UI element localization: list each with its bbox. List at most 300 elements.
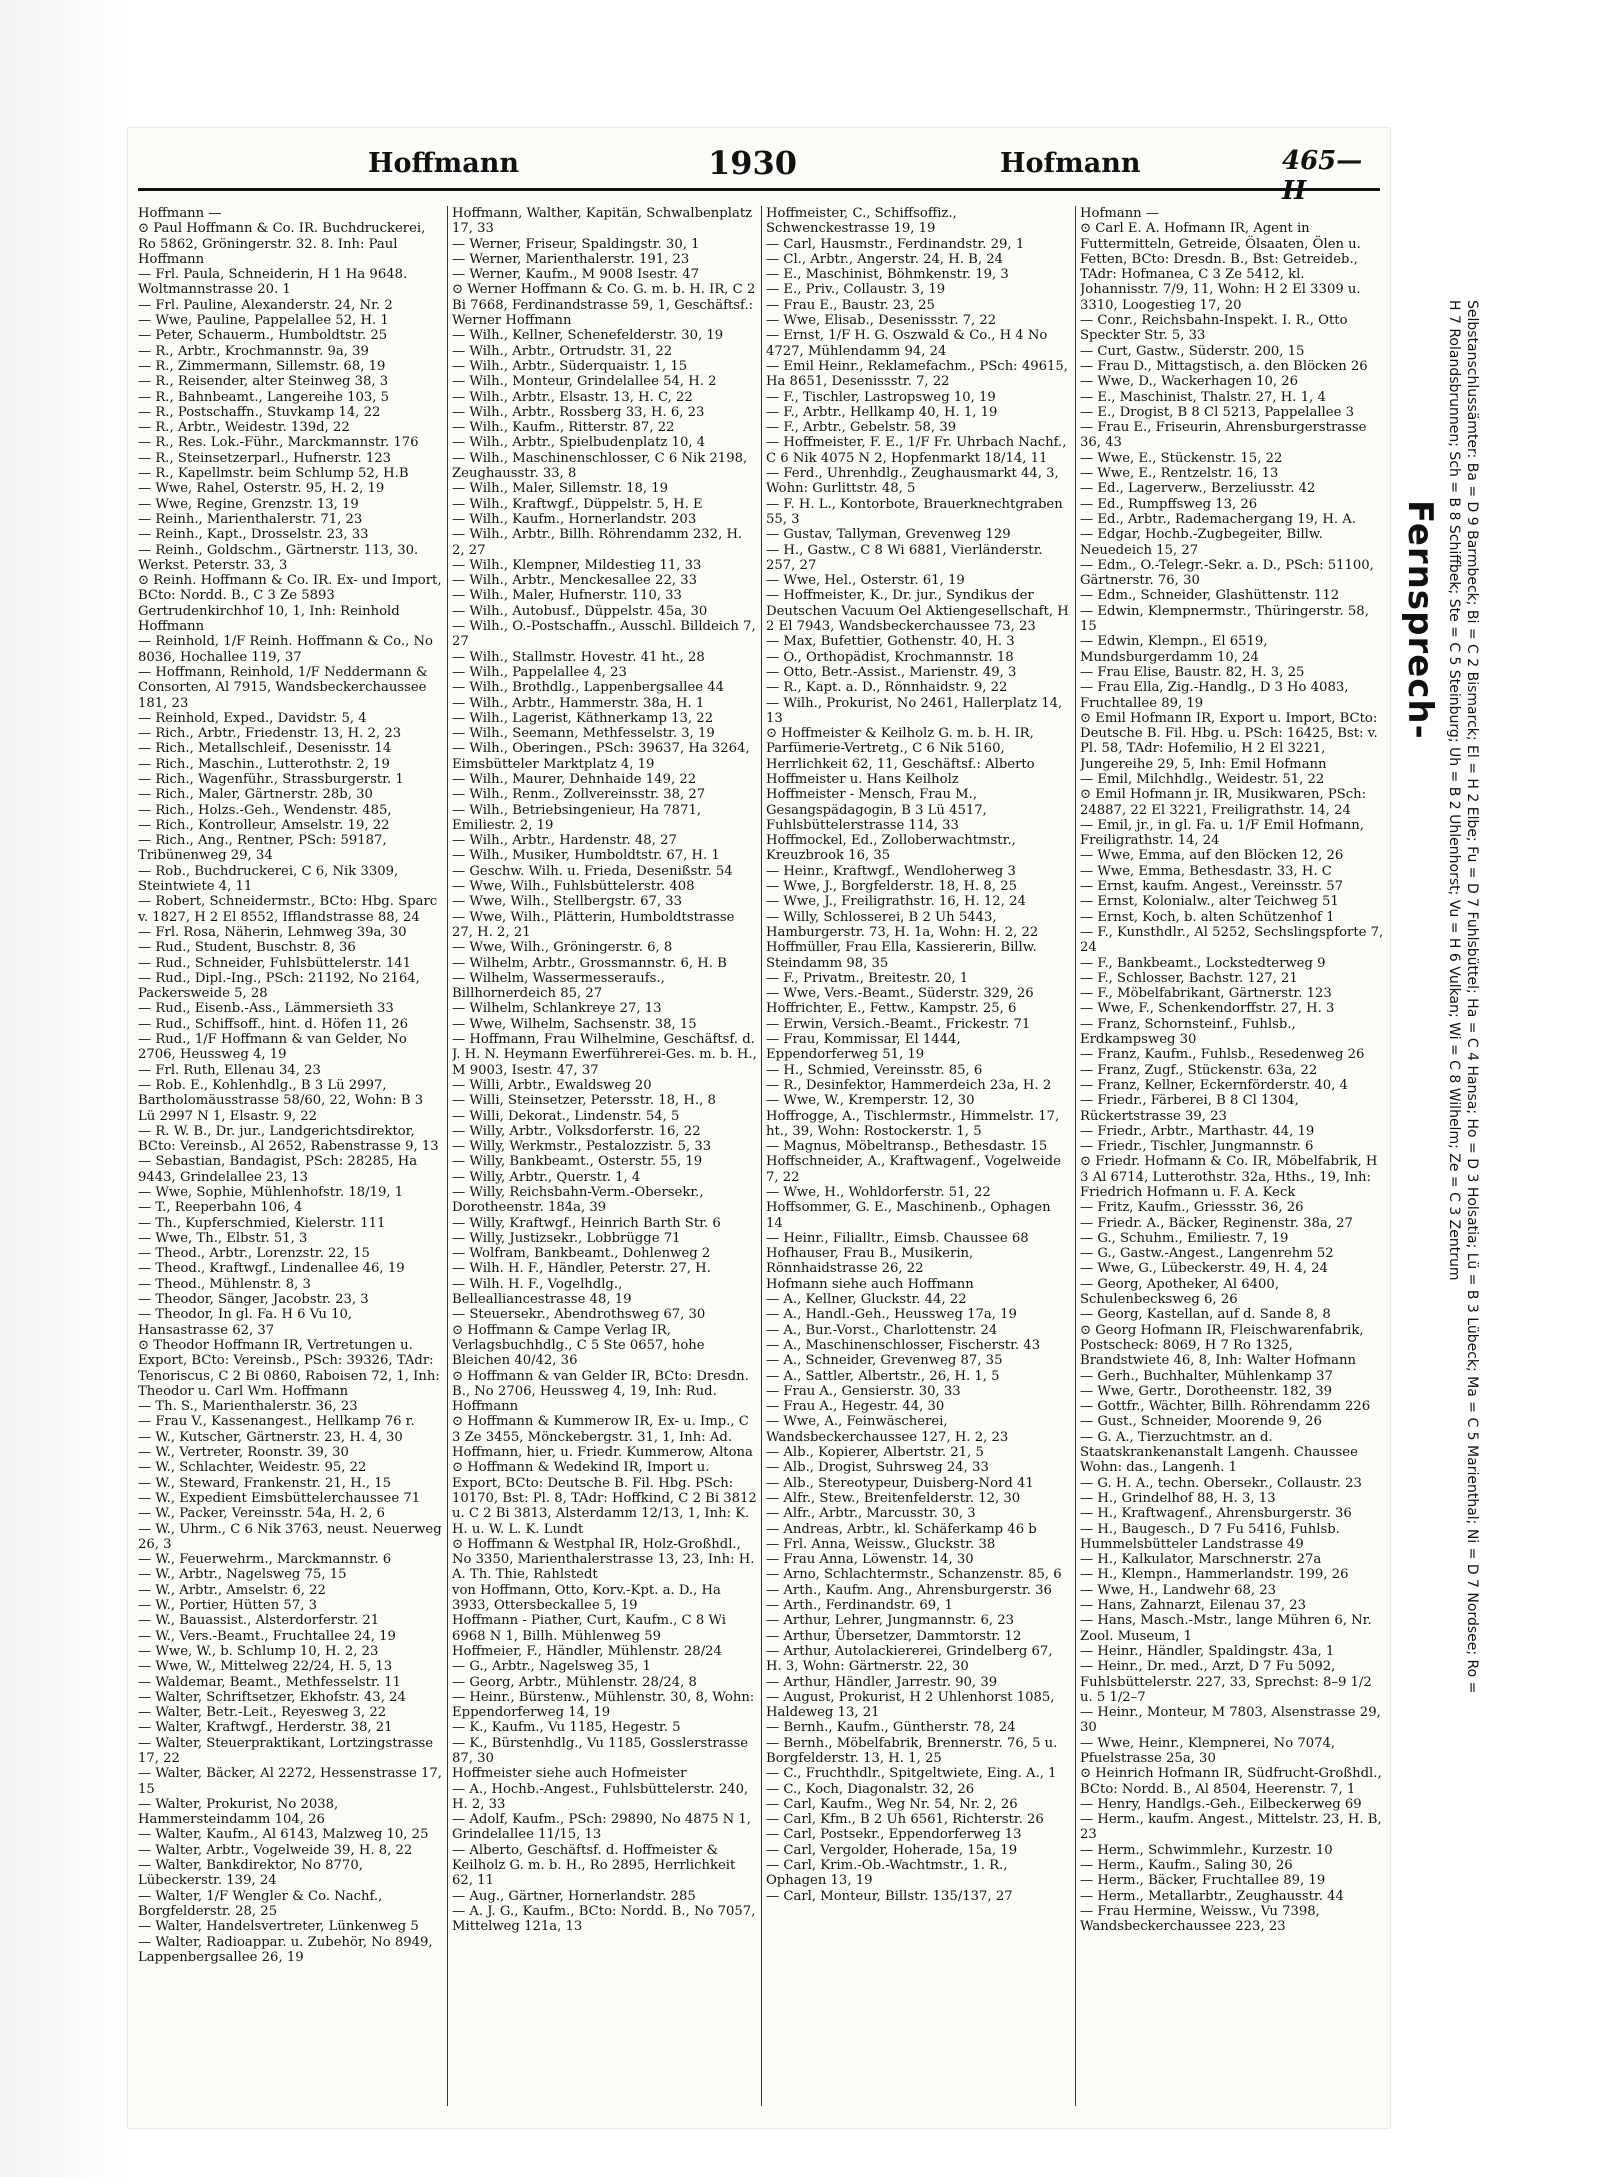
directory-entry: — Wilh., Arbtr., Hammerstr. 38a, H. 1 <box>452 695 705 711</box>
margin-ad-title: Fernsprech- <box>1400 500 1440 740</box>
directory-entry: — Reinh., Marienthalerstr. 71, 23 <box>138 511 363 527</box>
directory-entry: — Wwe, Heinr., Klempnerei, No 7074, Pfuelstrasse 25a, 30 <box>1080 1735 1336 1766</box>
directory-entry: — E., Drogist, B 8 Cl 5213, Pappelallee 3 <box>1080 404 1354 420</box>
directory-entry: — Waldemar, Beamt., Methfesselstr. 11 <box>138 1674 401 1690</box>
directory-entry: — C., Koch, Diagonalstr. 32, 26 <box>766 1781 975 1797</box>
directory-entry: Hoffmüller, Frau Ella, Kassiererin, Billw. Steindamm 98, 35 <box>766 940 1037 971</box>
directory-entry: — A. J. G., Kaufm., BCto: Nordd. B., No 7057, Mittelweg 121a, 13 <box>452 1903 756 1935</box>
directory-entry: — H., Klempn., Hammerlandstr. 199, 26 <box>1080 1567 1349 1583</box>
directory-entry: ⊙ Hoffmann & Kummerow IR, Ex- u. Imp., C 3 Ze 3455, Mönckebergstr. 31, 1, Inh: Ad. Hoffmann, hier, u. Friedr. Kummerow, Altona <box>452 1414 753 1461</box>
directory-entry: — Wilh., Monteur, Grindelallee 54, H. 2 <box>452 374 717 390</box>
directory-entry: — Edwin, Klempn., El 6519, Mundsburgerdamm 10, 24 <box>1080 634 1268 665</box>
directory-entry: — Wilh., Brothdlg., Lappenbergsallee 44 <box>452 680 725 696</box>
directory-entry: — Henry, Handlgs.-Geh., Eilbeckerweg 69 <box>1080 1796 1362 1812</box>
directory-column-4 <box>1080 206 1385 2106</box>
directory-entry: — Otto, Betr.-Assist., Marienstr. 49, 3 <box>766 664 1017 680</box>
directory-entry: — Franz, Zugf., Stückenstr. 63a, 22 <box>1080 1062 1318 1078</box>
directory-entry: — Wolfram, Bankbeamt., Dohlenweg 2 <box>452 1246 711 1262</box>
directory-entry: ⊙ Heinrich Hofmann IR, Südfrucht-Großhdl., BCto: Nordd. B., Al 8504, Heerenstr. 7, 1 <box>1080 1766 1382 1797</box>
directory-entry: — Frau A., Hegestr. 44, 30 <box>766 1399 945 1415</box>
directory-entry: — Ernst, Kolonialw., alter Teichweg 51 <box>1080 894 1339 910</box>
directory-entry: — Ernst, kaufm. Angest., Vereinsstr. 57 <box>1080 879 1344 895</box>
directory-entry: — Werner, Friseur, Spaldingstr. 30, 1 <box>452 236 700 252</box>
directory-entry: — Peter, Schauerm., Humboldtstr. 25 <box>138 328 388 344</box>
directory-entry: — Magnus, Möbeltransp., Bethesdastr. 15 <box>766 1139 1048 1155</box>
directory-entry: — Ed., Arbtr., Rademachergang 19, H. A. <box>1080 511 1356 527</box>
directory-entry: — Wwe, Wilh., Plätterin, Humboldtstrasse 27, H. 2, 21 <box>452 909 735 940</box>
directory-entry: — Gerh., Buchhalter, Mühlenkamp 37 <box>1080 1368 1333 1384</box>
directory-entry: — Ernst, 1/F H. G. Oszwald & Co., H 4 No 4727, Mühlendamm 94, 24 <box>766 328 1048 359</box>
directory-entry: — Willy, Bankbeamt., Osterstr. 55, 19 <box>452 1154 703 1170</box>
directory-entry: — Willi, Arbtr., Ewaldsweg 20 <box>452 1077 652 1093</box>
directory-entry: — Carl, Krim.-Ob.-Wachtmstr., 1. R., Ophagen 13, 19 <box>766 1858 1008 1889</box>
page-number: 465—II <box>1282 146 1363 206</box>
directory-entry: von Hoffmann, Otto, Korv.-Kpt. a. D., Ha 3933, Ottersbeckallee 5, 19 <box>452 1582 721 1614</box>
directory-entry: — Wwe, D., Wackerhagen 10, 26 <box>1080 374 1299 390</box>
directory-entry: Hoffschneider, A., Kraftwagenf., Vogelweide 7, 22 <box>766 1154 1061 1185</box>
directory-entry: ⊙ Paul Hoffmann & Co. IR. Buchdruckerei, Ro 5862, Gröningerstr. 32. 8. Inh: Paul Hoffmann <box>138 221 426 267</box>
directory-entry: — Carl, Postsekr., Eppendorferweg 13 <box>766 1827 1022 1843</box>
directory-entry: — F., Privatm., Breitestr. 20, 1 <box>766 970 969 986</box>
directory-entry: — Reinh., Kapt., Drosselstr. 23, 33 <box>138 527 369 543</box>
directory-entry: — Hoffmann, Frau Wilhelmine, Geschäftsf. d. J. H. N. Heymann Ewerführerei-Ges. m. b. H., M 9003, Isestr. 47, 37 <box>452 1032 757 1078</box>
directory-entry: — Ed., Rumpffsweg 13, 26 <box>1080 496 1258 512</box>
directory-entry: — F., Tischler, Lastropsweg 10, 19 <box>766 389 996 405</box>
header-year: 1930 <box>708 144 798 182</box>
directory-entry: — Willy, Arbtr., Volksdorferstr. 16, 22 <box>452 1123 701 1139</box>
directory-entry: — Curt, Gastw., Süderstr. 200, 15 <box>1080 343 1305 359</box>
directory-entry: — Andreas, Arbtr., kl. Schäferkamp 46 b <box>766 1521 1037 1537</box>
directory-entry: — Gustav, Tallyman, Grevenweg 129 <box>766 527 1011 543</box>
directory-entry: — Rich., Maler, Gärtnerstr. 28b, 30 <box>138 787 373 803</box>
directory-entry: — Alfr., Stew., Breitenfelderstr. 12, 30 <box>766 1490 1021 1506</box>
directory-entry: — R., Kapt. a. D., Rönnhaidstr. 9, 22 <box>766 680 1008 696</box>
directory-entry: — Carl, Kaufm., Weg Nr. 54, Nr. 2, 26 <box>766 1796 1018 1812</box>
directory-entry: — Werner, Kaufm., M 9008 Isestr. 47 <box>452 267 699 283</box>
directory-entry: — Wwe, W., Kremperstr. 12, 30 <box>766 1093 975 1109</box>
directory-entry: — Wwe, E., Stückenstr. 15, 22 <box>1080 450 1283 466</box>
directory-entry: Hoffmeister - Mensch, Frau M., Gesangspädagogin, B 3 Lü 4517, Fuhlsbüttelerstrasse 114, 33 <box>766 787 987 833</box>
directory-entry: — A., Schneider, Grevenweg 87, 35 <box>766 1353 1003 1369</box>
directory-entry: — F., Arbtr., Gebelstr. 58, 39 <box>766 420 957 436</box>
directory-entry: Hoffrogge, A., Tischlermstr., Himmelstr. 17, ht., 39, Wohn: Rostockerstr. 1, 5 <box>766 1108 1060 1139</box>
directory-entry: — Emil Heinr., Reklamefachm., PSch: 49615, Ha 8651, Desenissstr. 7, 22 <box>766 358 1068 390</box>
directory-entry: — Friedr., Färberei, B 8 Cl 1304, Rückertstrasse 39, 23 <box>1080 1093 1299 1124</box>
directory-entry: — Heinr., Händler, Spaldingstr. 43a, 1 <box>1080 1643 1335 1659</box>
directory-entry: — Wilh., Musiker, Humboldtstr. 67, H. 1 <box>452 848 720 864</box>
directory-entry: Hofmann — <box>1080 206 1160 221</box>
directory-entry: — Frl. Paula, Schneiderin, H 1 Ha 9648. Woltmannstrasse 20. 1 <box>138 267 408 298</box>
directory-entry: ⊙ Theodor Hoffmann IR, Vertretungen u. Export, BCto: Vereinsb., PSch: 39326, TAdr: Tenoriscus, C 2 Bi 0860, Raboisen 72, 1, Inh: Theodor u. Carl Wm. Hoffmann <box>138 1337 440 1399</box>
directory-entry: — Heinr., Monteur, M 7803, Alsenstrasse 29, 30 <box>1080 1705 1381 1736</box>
directory-entry: — Arno, Schlachtermstr., Schanzenstr. 85, 6 <box>766 1567 1062 1583</box>
directory-entry: Hoffsommer, G. E., Maschinenb., Ophagen 14 <box>766 1200 1051 1231</box>
directory-entry: Hofmann siehe auch Hoffmann <box>766 1276 974 1292</box>
directory-entry: — H., Baugesch., D 7 Fu 5416, Fuhlsb. Hummelsbütteler Landstrasse 49 <box>1080 1521 1340 1552</box>
directory-entry: — G. A., Tierzuchtmstr. an d. Staatskrankenanstalt Langenh. Chaussee Wohn: das., Langenh. 1 <box>1080 1429 1358 1476</box>
directory-entry: — Edm., O.-Telegr.-Sekr. a. D., PSch: 51100, Gärtnerstr. 76, 30 <box>1080 557 1374 589</box>
directory-entry: — Hans, Zahnarzt, Eilenau 37, 23 <box>1080 1598 1307 1614</box>
directory-entry: — W., Schlachter, Weidestr. 95, 22 <box>138 1460 367 1476</box>
directory-entry: — Arthur, Händler, Jarrestr. 90, 39 <box>766 1674 998 1690</box>
directory-entry: — Wwe, Wilh., Stellbergstr. 67, 33 <box>452 894 683 910</box>
directory-entry: — Wilh., Renm., Zollvereinsstr. 38, 27 <box>452 787 706 803</box>
directory-entry: — Ernst, Koch, b. alten Schützenhof 1 <box>1080 909 1335 925</box>
directory-entry: — Walter, 1/F Wengler & Co. Nachf., Borgfelderstr. 28, 25 <box>138 1888 383 1919</box>
directory-entry: — Rich., Holzs.-Geh., Wendenstr. 485, <box>138 802 392 818</box>
scan-margin <box>0 0 128 2177</box>
directory-entry: — A., Bur.-Vorst., Charlottenstr. 24 <box>766 1322 998 1338</box>
directory-entry: — Wilh., Arbtr., Spielbudenplatz 10, 4 <box>452 435 706 451</box>
directory-entry: — R., Steinsetzerparl., Hufnerstr. 123 <box>138 450 392 466</box>
directory-entry: ⊙ Hoffmann & van Gelder IR, BCto: Dresdn. B., No 2706, Heussweg 4, 19, Inh: Rud. Hoffmann <box>452 1368 749 1415</box>
directory-entry: — Herm., Bäcker, Fruchtallee 89, 19 <box>1080 1873 1326 1889</box>
directory-entry: — August, Prokurist, H 2 Uhlenhorst 1085, Haldeweg 13, 21 <box>766 1689 1055 1721</box>
directory-entry: — Arth., Kaufm. Ang., Ahrensburgerstr. 36 <box>766 1582 1052 1598</box>
directory-column-3 <box>766 206 1071 2106</box>
directory-entry: — Wwe, Elisab., Desenissstr. 7, 22 <box>766 313 997 329</box>
directory-entry: — Wwe, W., Mittelweg 22/24, H. 5, 13 <box>138 1659 393 1675</box>
directory-entry: — Frau V., Kassenangest., Hellkamp 76 r. <box>138 1414 415 1430</box>
directory-entry: — Frau Anna, Löwenstr. 14, 30 <box>766 1552 974 1568</box>
directory-entry: — Carl, Monteur, Billstr. 135/137, 27 <box>766 1888 1013 1904</box>
directory-entry: — Herm., Schwimmlehr., Kurzestr. 10 <box>1080 1842 1333 1858</box>
directory-entry: — Wwe, Pauline, Pappelallee 52, H. 1 <box>138 313 389 329</box>
directory-entry: ⊙ Hoffmann & Campe Verlag IR, Verlagsbuchhdlg., C 5 Ste 0657, hohe Bleichen 40/42, 36 <box>452 1322 705 1369</box>
directory-entry: — R., Desinfektor, Hammerdeich 23a, H. 2 <box>766 1077 1052 1093</box>
directory-entry: — Wilh., Maschinenschlosser, C 6 Nik 2198, Zeughausstr. 33, 8 <box>452 450 748 482</box>
directory-entry: — Rud., Schneider, Fuhlsbüttelerstr. 141 <box>138 955 411 971</box>
directory-entry: — Willi, Dekorat., Lindenstr. 54, 5 <box>452 1108 680 1124</box>
directory-entry: — Edwin, Klempnermstr., Thüringerstr. 58, 15 <box>1080 603 1369 635</box>
directory-entry: — Wwe, G., Lübeckerstr. 49, H. 4, 24 <box>1080 1261 1328 1277</box>
directory-entry: — Herm., Kaufm., Saling 30, 26 <box>1080 1858 1293 1874</box>
directory-entry: — Wwe, Gertr., Dorotheenstr. 182, 39 <box>1080 1383 1333 1399</box>
directory-entry: — Frau D., Mittagstisch, a. den Blöcken 26 <box>1080 358 1368 374</box>
directory-entry: Hoffmeister, C., Schiffsoffiz., Schwenckestrasse 19, 19 <box>766 206 957 237</box>
directory-entry: Hoffmockel, Ed., Zolloberwachtmstr., Kreuzbrook 16, 35 <box>766 833 1016 864</box>
directory-entry: — Theod., Mühlenstr. 8, 3 <box>138 1276 311 1292</box>
directory-entry: — Aug., Gärtner, Hornerlandstr. 285 <box>452 1888 696 1904</box>
directory-entry: — Heinr., Kraftwgf., Wendloherweg 3 <box>766 863 1016 879</box>
directory-entry: — Wwe, Wilh., Fuhlsbüttelerstr. 408 <box>452 879 695 895</box>
directory-entry: — Geschw. Wilh. u. Frieda, Desenißstr. 54 <box>452 863 733 879</box>
directory-entry: — Rud., Schiffsoff., hint. d. Höfen 11, 26 <box>138 1016 408 1032</box>
directory-entry: — Wwe, J., Freiligrathstr. 16, H. 12, 24 <box>766 894 1026 910</box>
directory-entry: — Frl. Pauline, Alexanderstr. 24, Nr. 2 <box>138 297 393 313</box>
directory-entry: — Steuersekr., Abendrothsweg 67, 30 <box>452 1307 706 1323</box>
directory-entry: — Rich., Wagenführ., Strassburgerstr. 1 <box>138 771 404 787</box>
directory-entry: — F. H. L., Kontorbote, Brauerknechtgraben 55, 3 <box>766 496 1063 527</box>
directory-entry: — Wilh., Prokurist, No 2461, Hallerplatz 14, 13 <box>766 695 1063 726</box>
directory-entry: — Wilh., Kaufm., Hornerlandstr. 203 <box>452 511 697 527</box>
column-divider <box>761 206 762 2106</box>
directory-entry: — Wilh., Maurer, Dehnhaide 149, 22 <box>452 771 697 787</box>
directory-entry: — A., Handl.-Geh., Heussweg 17a, 19 <box>766 1307 1017 1323</box>
directory-entry: — Walter, Bäcker, Al 2272, Hessenstrasse 17, 15 <box>138 1766 442 1797</box>
directory-entry: — Friedr., Tischler, Jungmannstr. 6 <box>1080 1139 1314 1155</box>
directory-entry: — H., Schmied, Vereinsstr. 85, 6 <box>766 1062 983 1078</box>
directory-entry: — Franz, Kaufm., Fuhlsb., Resedenweg 26 <box>1080 1047 1365 1063</box>
directory-entry: — W., Feuerwehrm., Marckmannstr. 6 <box>138 1552 392 1568</box>
directory-entry: ⊙ Carl E. A. Hofmann IR, Agent in Futtermitteln, Getreide, Ölsaaten, Ölen u. Fetten, BCto: Dresdn. B., Bst: Getreideb., TAdr: Hofmanea, C 3 Ze 5412, kl. Johannisstr. 7/9, 11, Wohn: H 2 El 3309 u. 3310, Loogestieg 17, 20 <box>1080 221 1361 313</box>
directory-entry: — Th. S., Marienthalerstr. 36, 23 <box>138 1399 358 1415</box>
directory-entry: — Wwe, Sophie, Mühlenhofstr. 18/19, 1 <box>138 1185 404 1200</box>
directory-entry: — H., Grindelhof 88, H. 3, 13 <box>1080 1490 1276 1506</box>
directory-entry: — Wwe, Hel., Osterstr. 61, 19 <box>766 573 965 589</box>
directory-entry: — Wwe, Wilh., Gröningerstr. 6, 8 <box>452 940 673 956</box>
directory-entry: — Willy, Arbtr., Querstr. 1, 4 <box>452 1169 641 1185</box>
directory-entry: — Friedr., Arbtr., Marthastr. 44, 19 <box>1080 1123 1315 1139</box>
directory-entry: — Frau Elise, Baustr. 82, H. 3, 25 <box>1080 664 1305 680</box>
directory-entry: — Walter, Arbtr., Vogelweide 39, H. 8, 22 <box>138 1842 413 1858</box>
directory-entry: — Friedr. A., Bäcker, Reginenstr. 38a, 27 <box>1080 1215 1353 1231</box>
directory-entry: — Wilh., Seemann, Methfesselstr. 3, 19 <box>452 726 715 742</box>
directory-entry: — R., Postschaffn., Stuvkamp 14, 22 <box>138 404 381 420</box>
directory-entry: — Frau Hermine, Weissw., Vu 7398, Wandsbeckerchaussee 223, 23 <box>1080 1903 1320 1935</box>
directory-entry: — Rud., Student, Buschstr. 8, 36 <box>138 940 356 956</box>
directory-entry: — H., Kraftwagenf., Ahrensburgerstr. 36 <box>1080 1506 1352 1522</box>
directory-entry: — Wilh., Maler, Hufnerstr. 110, 33 <box>452 588 682 604</box>
directory-entry: — Sebastian, Bandagist, PSch: 28285, Ha 9443, Grindelallee 23, 13 <box>138 1154 418 1185</box>
directory-entry: — W., Steward, Frankenstr. 21, H., 15 <box>138 1475 392 1491</box>
directory-entry: — Georg, Apotheker, Al 6400, Schulenbecksweg 6, 26 <box>1080 1276 1280 1308</box>
directory-entry: — Wilh., Pappelallee 4, 23 <box>452 664 627 680</box>
directory-entry: — Walter, Bankdirektor, No 8770, Lübeckerstr. 139, 24 <box>138 1858 363 1889</box>
directory-entry: — E., Maschinist, Thalstr. 27, H. 1, 4 <box>1080 389 1326 405</box>
margin-ad-text: Selbstanschlussämter: Ba = D 9 Barmbeck; Bi = C 2 Bismarck; El = H 2 Elbe; Fu = D 7 Fuhlsbüttel; Ha = C 4 Hansa; Ho = D 3 Holsatia; Lü = B 3 Lübeck; Ma = C 5 Marienthal; Ni = D 7 Nordsee; Ro = H 7 Rolandsbrunnen; Sch = B 8 Schiffbek; Ste = C 5 Steinburg; Uh = B 2 Uhlenhorst; Vu = H 6 Vulkan; Wi = C 8 Wilhelm; Ze = C 3 Zentrum <box>1446 300 1480 1694</box>
directory-entry: — Wwe, H., Wohldorferstr. 51, 22 <box>766 1185 991 1200</box>
directory-entry: — Rich., Ang., Rentner, PSch: 59187, Tribünenweg 29, 34 <box>138 833 387 864</box>
directory-entry: — Theod., Kraftwgf., Lindenallee 46, 19 <box>138 1261 405 1277</box>
directory-entry: — Adolf, Kaufm., PSch: 29890, No 4875 N 1, Grindelallee 11/15, 13 <box>452 1812 751 1843</box>
header-left-name: Hoffmann <box>368 148 520 179</box>
directory-entry: — Wilh., Stallmstr. Hovestr. 41 ht., 28 <box>452 649 705 665</box>
directory-entry: — Wwe, A., Feinwäscherei, Wandsbeckerchaussee 127, H. 2, 23 <box>766 1414 1009 1445</box>
directory-entry: — Wwe, Th., Elbstr. 51, 3 <box>138 1230 308 1246</box>
directory-entry: — Wilh., Arbtr., Billh. Röhrendamm 232, H. 2, 27 <box>452 527 743 558</box>
directory-entry: — Rich., Maschin., Lutterothstr. 2, 19 <box>138 756 390 772</box>
directory-entry: — Wilhelm, Schlankreye 27, 13 <box>452 1001 662 1017</box>
directory-entry: — Walter, Prokurist, No 2038, Hammersteindamm 104, 26 <box>138 1796 339 1828</box>
directory-entry: — Wilhelm, Arbtr., Grossmannstr. 6, H. B <box>452 955 727 971</box>
directory-entry: — H., Gastw., C 8 Wi 6881, Vierländerstr. 257, 27 <box>766 542 1043 573</box>
directory-entry: — Carl, Vergolder, Hoherade, 15a, 19 <box>766 1842 1018 1858</box>
directory-entry: ⊙ Hoffmann & Wedekind IR, Import u. Export, BCto: Deutsche B. Fil. Hbg. PSch: 10170, Bst: Pl. 8, TAdr: Hoffkind, C 2 Bi 3812 u. C 2 Bi 3813, Alsterdamm 12/13, 1, Inh: K. H. u. W. L. K. Lundt <box>452 1460 757 1537</box>
directory-entry: — F., Schlosser, Bachstr. 127, 21 <box>1080 970 1298 986</box>
directory-entry: — R., Kapellmstr. beim Schlump 52, H.B <box>138 466 409 482</box>
directory-entry: — Reinh., Goldschm., Gärtnerstr. 113, 30. Werkst. Peterstr. 33, 3 <box>138 542 419 573</box>
directory-entry: Hoffmeier, F., Händler, Mühlenstr. 28/24 <box>452 1643 722 1659</box>
directory-entry: — Frl. Ruth, Ellenau 34, 23 <box>138 1062 321 1078</box>
directory-entry: — Robert, Schneidermstr., BCto: Hbg. Sparc v. 1827, H 2 El 8552, Ifflandstrasse 88, 24 <box>138 894 438 925</box>
directory-entry: — Wwe, Emma, Bethesdastr. 33, H. C <box>1080 863 1332 879</box>
directory-column-1 <box>138 206 443 2106</box>
directory-entry: — W., Vers.-Beamt., Fruchtallee 24, 19 <box>138 1628 396 1644</box>
directory-entry: — Conr., Reichsbahn-Inspekt. I. R., Otto Speckter Str. 5, 33 <box>1080 313 1348 344</box>
directory-entry: — Franz, Schornsteinf., Fuhlsb., Erdkampsweg 30 <box>1080 1016 1296 1048</box>
directory-entry: — Bernh., Kaufm., Güntherstr. 78, 24 <box>766 1720 1016 1736</box>
directory-entry: — Rud., Dipl.-Ing., PSch: 21192, No 2164, Packersweide 5, 28 <box>138 970 420 1002</box>
directory-entry: — Arthur, Übersetzer, Dammtorstr. 12 <box>766 1628 1022 1644</box>
directory-entry: — F., Arbtr., Hellkamp 40, H. 1, 19 <box>766 404 998 420</box>
directory-entry: — Gust., Schneider, Moorende 9, 26 <box>1080 1414 1322 1430</box>
directory-entry: — Alberto, Geschäftsf. d. Hoffmeister & Keilholz G. m. b. H., Ro 2895, Herrlichkeit 62, 11 <box>452 1842 736 1889</box>
directory-entry: — H., Kalkulator, Marschnerstr. 27a <box>1080 1552 1322 1568</box>
directory-entry: — Rich., Arbtr., Friedenstr. 13, H. 2, 23 <box>138 726 402 742</box>
directory-entry: — R., Arbtr., Krochmannstr. 9a, 39 <box>138 343 369 359</box>
directory-entry: — Wilh., Betriebsingenieur, Ha 7871, Emiliestr. 2, 19 <box>452 802 702 833</box>
directory-entry: — Gottfr., Wächter, Billh. Röhrendamm 226 <box>1080 1399 1371 1415</box>
directory-entry: — Walter, Kraftwgf., Herderstr. 38, 21 <box>138 1720 393 1736</box>
directory-entry: — Wilh., Kraftwgf., Düppelstr. 5, H. E <box>452 496 703 512</box>
directory-entry: — Bernh., Möbelfabrik, Brennerstr. 76, 5 u. Borgfelderstr. 13, H. 1, 25 <box>766 1735 1058 1766</box>
directory-entry: — A., Hochb.-Angest., Fuhlsbüttelerstr. 240, H. 2, 33 <box>452 1781 749 1812</box>
directory-entry: — Ferd., Uhrenhdlg., Zeughausmarkt 44, 3, Wohn: Gurlittstr. 48, 5 <box>766 466 1059 497</box>
directory-page <box>128 128 1390 2128</box>
directory-entry: — Max, Bufettier, Gothenstr. 40, H. 3 <box>766 634 1015 650</box>
directory-entry: — E., Priv., Collaustr. 3, 19 <box>766 282 946 298</box>
directory-entry: — Rich., Metallschleif., Desenisstr. 14 <box>138 741 392 757</box>
directory-entry: — R., Res. Lok.-Führ., Marckmannstr. 176 <box>138 435 419 451</box>
directory-entry: — Rich., Kontrolleur, Amselstr. 19, 22 <box>138 817 390 833</box>
directory-entry: — Reinhold, 1/F Reinh. Hoffmann & Co., No 8036, Hochallee 119, 37 <box>138 634 433 665</box>
directory-entry: — A., Sattler, Albertstr., 26, H. 1, 5 <box>766 1368 1000 1384</box>
directory-entry: ⊙ Emil Hofmann jr. IR, Musikwaren, PSch: 24887, 22 El 3221, Freiligrathstr. 14, 24 <box>1080 787 1367 818</box>
directory-entry: — Cl., Arbtr., Angerstr. 24, H. B, 24 <box>766 251 1004 267</box>
directory-entry: — Frau E., Friseurin, Ahrensburgerstrasse 36, 43 <box>1080 420 1367 451</box>
directory-entry: — Emil, jr., in gl. Fa. u. 1/F Emil Hofmann, Freiligrathstr. 14, 24 <box>1080 817 1364 849</box>
directory-entry: — G. H. A., techn. Obersekr., Collaustr. 23 <box>1080 1475 1362 1491</box>
directory-entry: — Wilh. H. F., Vogelhdlg., Bellealliancestrasse 48, 19 <box>452 1276 632 1308</box>
directory-entry: — Frau E., Baustr. 23, 25 <box>766 297 935 313</box>
directory-entry: — Wilh. H. F., Händler, Peterstr. 27, H. <box>452 1261 711 1277</box>
directory-entry: — R. W. B., Dr. jur., Landgerichtsdirektor, BCto: Vereinsb., Al 2652, Rabenstrasse 9, 13 <box>138 1123 439 1155</box>
directory-entry: ⊙ Hoffmann & Westphal IR, Holz-Großhdl., No 3350, Marienthalerstrasse 13, 23, Inh: H. A. Th. Thie, Rahlstedt <box>452 1536 755 1583</box>
directory-entry: — Willy, Schlosserei, B 2 Uh 5443, Hamburgerstr. 73, H. 1a, Wohn: H. 2, 22 <box>766 909 1039 940</box>
directory-entry: — F., Bankbeamt., Lockstedterweg 9 <box>1080 955 1326 971</box>
column-divider <box>1075 206 1076 2106</box>
directory-entry: — Werner, Marienthalerstr. 191, 23 <box>452 251 690 267</box>
directory-entry: — O., Orthopädist, Krochmannstr. 18 <box>766 649 1014 665</box>
directory-entry: — Ed., Lagerverw., Berzeliusstr. 42 <box>1080 481 1316 497</box>
directory-entry: — Theodor, In gl. Fa. H 6 Vu 10, Hansastrasse 62, 37 <box>138 1307 353 1338</box>
directory-entry: — T., Reeperbahn 106, 4 <box>138 1200 303 1216</box>
directory-entry: — Wilh., Lagerist, Käthnerkamp 13, 22 <box>452 710 714 726</box>
directory-entry: Hofhauser, Frau B., Musikerin, Rönnhaidstrasse 26, 22 <box>766 1246 974 1277</box>
directory-entry: ⊙ Reinh. Hoffmann & Co. IR. Ex- und Import, BCto: Nordd. B., C 3 Ze 5893 Gertrudenkirchhof 10, 1, Inh: Reinhold Hoffmann <box>138 573 442 635</box>
directory-entry: — Reinhold, Exped., Davidstr. 5, 4 <box>138 710 367 726</box>
directory-entry: — Wwe, Rahel, Osterstr. 95, H. 2, 19 <box>138 481 385 497</box>
directory-entry: — W., Expedient Eimsbüttelerchaussee 71 <box>138 1490 421 1506</box>
directory-entry: — Edgar, Hochb.-Zugbegeiter, Billw. Neuedeich 15, 27 <box>1080 527 1323 558</box>
directory-entry: — Heinr., Dr. med., Arzt, D 7 Fu 5092, Fuhlsbüttelerstr. 227, 33, Sprechst: 8–9 1/2 u. 5 1/2–7 <box>1080 1659 1372 1705</box>
directory-entry: — A., Kellner, Gluckstr. 44, 22 <box>766 1292 967 1308</box>
directory-entry: — Wwe, Emma, auf den Blöcken 12, 26 <box>1080 848 1344 864</box>
page-header <box>138 142 1380 206</box>
directory-entry: — Hoffmann, Reinhold, 1/F Neddermann & Consorten, Al 7915, Wandsbeckerchaussee 181, 23 <box>138 664 428 711</box>
directory-entry: — Willi, Steinsetzer, Petersstr. 18, H., 8 <box>452 1093 716 1109</box>
column-divider <box>447 206 448 2106</box>
directory-entry: — Wwe, F., Schenkendorffstr. 27, H. 3 <box>1080 1001 1335 1017</box>
directory-entry: — W., Uhrm., C 6 Nik 3763, neust. Neuerweg 26, 3 <box>138 1521 442 1552</box>
directory-entry: ⊙ Friedr. Hofmann & Co. IR, Möbelfabrik, H 3 Al 6714, Lutterothstr. 32a, Hths., 19, Inh: Friedrich Hofmann u. F. A. Keck <box>1080 1154 1378 1200</box>
directory-entry: — Wilhelm, Wassermesseraufs., Billhornerdeich 85, 27 <box>452 970 665 1002</box>
directory-entry: — W., Portier, Hütten 57, 3 <box>138 1598 317 1614</box>
directory-entry: — Frau A., Gensierstr. 30, 33 <box>766 1383 961 1399</box>
directory-entry: — Herm., kaufm. Angest., Mittelstr. 23, H. B, 23 <box>1080 1812 1382 1843</box>
directory-entry: — Theodor, Sänger, Jacobstr. 23, 3 <box>138 1292 369 1308</box>
directory-entry: — G., Gastw.-Angest., Langenrehm 52 <box>1080 1246 1334 1262</box>
directory-entry: — Walter, Radioappar. u. Zubehör, No 8949, Lappenbergsallee 26, 19 <box>138 1934 433 1965</box>
directory-entry: — Wilh., Kaufm., Ritterstr. 87, 22 <box>452 420 675 436</box>
directory-entry: — Georg, Arbtr., Mühlenstr. 28/24, 8 <box>452 1674 697 1690</box>
directory-entry: — Rob., Buchdruckerei, C 6, Nik 3309, Steintwiete 4, 11 <box>138 863 399 895</box>
directory-entry: — R., Bahnbeamt., Langereihe 103, 5 <box>138 389 390 405</box>
directory-entry: — W., Arbtr., Amselstr. 6, 22 <box>138 1582 326 1598</box>
directory-entry: — Erwin, Versich.-Beamt., Frickestr. 71 <box>766 1016 1031 1032</box>
directory-entry: — G., Schuhm., Emiliestr. 7, 19 <box>1080 1230 1289 1246</box>
directory-entry: — Willy, Werkmstr., Pestalozzistr. 5, 33 <box>452 1139 712 1155</box>
directory-entry: — R., Zimmermann, Sillemstr. 68, 19 <box>138 358 386 374</box>
directory-entry: ⊙ Emil Hofmann IR, Export u. Import, BCto: Deutsche B. Fil. Hbg. u. PSch: 16425, Bst: v. Pl. 58, TAdr: Hofemilio, H 2 El 3221, Jungereihe 29, 5, Inh: Emil Hofmann <box>1080 710 1378 772</box>
directory-entry: Hoffrichter, E., Fettw., Kampstr. 25, 6 <box>766 1001 1017 1017</box>
directory-entry: — Wilh., Arbtr., Hardenstr. 48, 27 <box>452 833 677 849</box>
directory-entry: — F., Kunsthdlr., Al 5252, Sechslingspforte 7, 24 <box>1080 924 1384 956</box>
directory-entry: — Rud., 1/F Hoffmann & van Gelder, No 2706, Heussweg 4, 19 <box>138 1032 407 1063</box>
directory-entry: Hoffmeister siehe auch Hofmeister <box>452 1766 687 1782</box>
directory-entry: — Carl, Kfm., B 2 Uh 6561, Richterstr. 26 <box>766 1812 1044 1828</box>
directory-entry: — Georg, Kastellan, auf d. Sande 8, 8 <box>1080 1307 1331 1323</box>
directory-entry: — Walter, Steuerpraktikant, Lortzingstrasse 17, 22 <box>138 1735 434 1766</box>
directory-entry: Hoffmann — <box>138 206 222 221</box>
directory-entry: — Arth., Ferdinandstr. 69, 1 <box>766 1598 953 1614</box>
directory-entry: — Heinr., Bürstenw., Mühlenstr. 30, 8, Wohn: Eppendorferweg 14, 19 <box>452 1689 755 1721</box>
directory-entry: — Wwe, Wilhelm, Sachsenstr. 38, 15 <box>452 1016 697 1032</box>
directory-entry: — Alb., Kopierer, Albertstr. 21, 5 <box>766 1445 984 1461</box>
directory-entry: — Wwe, Regine, Grenzstr. 13, 19 <box>138 496 359 512</box>
directory-entry: — Alb., Drogist, Suhrsweg 24, 33 <box>766 1460 989 1476</box>
directory-entry: — G., Arbtr., Nagelsweg 35, 1 <box>452 1659 651 1675</box>
directory-entry: — R., Arbtr., Weidestr. 139d, 22 <box>138 420 350 436</box>
directory-entry: — Frau, Kommissar, El 1444, Eppendorferweg 51, 19 <box>766 1032 961 1063</box>
directory-entry: — Wwe, Vers.-Beamt., Süderstr. 329, 26 <box>766 986 1034 1002</box>
directory-entry: — Willy, Kraftwgf., Heinrich Barth Str. 6 <box>452 1215 721 1231</box>
directory-entry: — Walter, Schriftsetzer, Ekhofstr. 43, 24 <box>138 1689 406 1705</box>
directory-entry: Hoffmann - Piather, Curt, Kaufm., C 8 Wi 6968 N 1, Billh. Mühlenweg 59 <box>452 1613 726 1644</box>
directory-entry: — Carl, Hausmstr., Ferdinandstr. 29, 1 <box>766 236 1025 252</box>
directory-entry: — Frl. Rosa, Näherin, Lehmweg 39a, 30 <box>138 924 407 940</box>
directory-entry: — Frau Ella, Zig.-Handlg., D 3 Ho 4083, Fruchtallee 89, 19 <box>1080 680 1349 711</box>
directory-entry: — C., Fruchthdlr., Spitgeltwiete, Eing. A., 1 <box>766 1766 1057 1782</box>
directory-entry: — Wwe, E., Rentzelstr. 16, 13 <box>1080 466 1279 482</box>
directory-entry: ⊙ Hoffmeister & Keilholz G. m. b. H. IR, Parfümerie-Vertretg., C 6 Nik 5160, Herrlichkeit 62, 11, Geschäftsf.: Alberto Hoffmeister u. Hans Keilholz <box>766 726 1035 787</box>
directory-entry: — Frl. Anna, Weissw., Gluckstr. 38 <box>766 1536 996 1552</box>
directory-entry: — Heinr., Filialltr., Eimsb. Chaussee 68 <box>766 1230 1029 1246</box>
directory-entry: — F., Möbelfabrikant, Gärtnerstr. 123 <box>1080 986 1332 1002</box>
directory-entry: — Wilh., Arbtr., Rossberg 33, H. 6, 23 <box>452 404 705 420</box>
directory-entry: — Hoffmeister, K., Dr. jur., Syndikus der Deutschen Vacuum Oel Aktiengesellschaft, H 2 El 7943, Wandsbeckerchaussee 73, 23 <box>766 588 1069 635</box>
directory-entry: — W., Kutscher, Gärtnerstr. 23, H. 4, 30 <box>138 1429 403 1445</box>
directory-entry: — W., Arbtr., Nagelsweg 75, 15 <box>138 1567 347 1583</box>
directory-entry: — Willy, Justizsekr., Lobbrügge 71 <box>452 1230 681 1246</box>
directory-entry: — K., Kaufm., Vu 1185, Hegestr. 5 <box>452 1720 681 1736</box>
directory-entry: — W., Packer, Vereinsstr. 54a, H. 2, 6 <box>138 1506 385 1522</box>
directory-entry: — Wwe, H., Landwehr 68, 23 <box>1080 1582 1277 1598</box>
directory-entry: — W., Vertreter, Roonstr. 39, 30 <box>138 1445 349 1461</box>
directory-entry: — Walter, Handelsvertreter, Lünkenweg 5 <box>138 1919 419 1935</box>
directory-entry: — Rud., Eisenb.-Ass., Lämmersieth 33 <box>138 1001 394 1017</box>
